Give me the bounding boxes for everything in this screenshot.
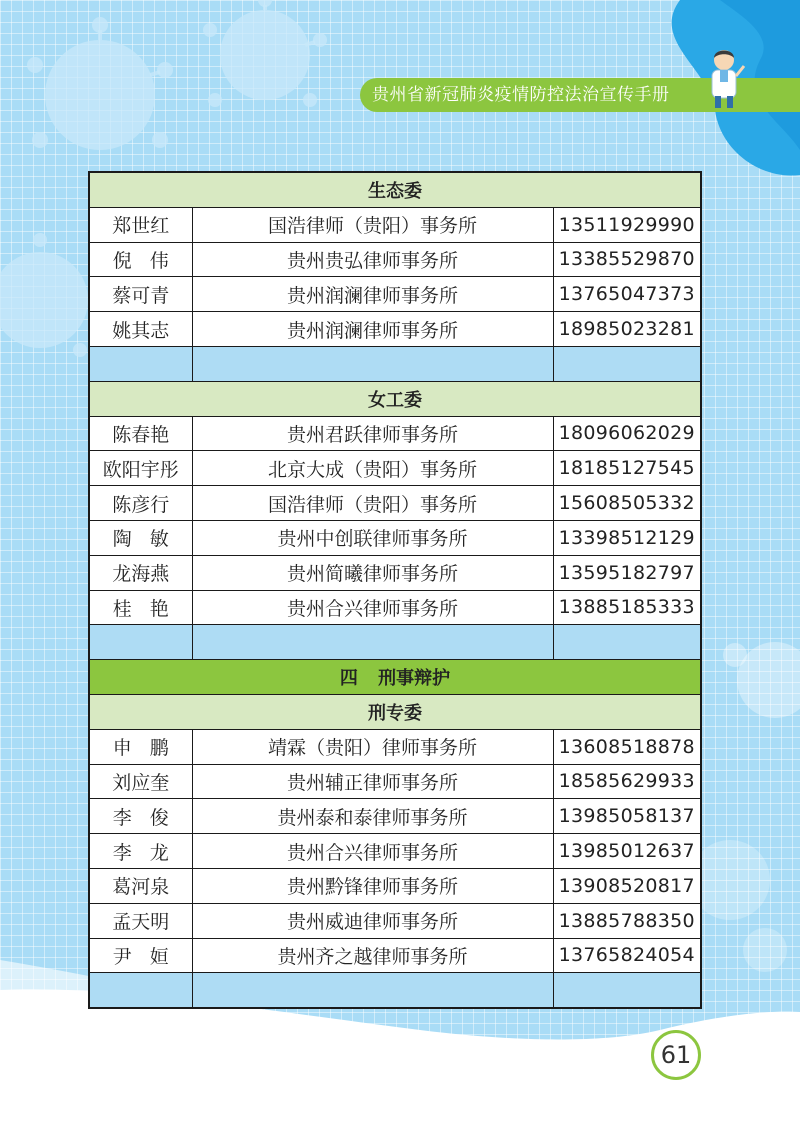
table-row [89, 416, 701, 451]
virus-icon [45, 40, 155, 150]
section-title: 四 刑事辩护 [89, 660, 701, 695]
blank-cell [89, 346, 192, 381]
phone-number: 13511929990 [553, 207, 701, 242]
blank-cell [192, 346, 553, 381]
doctor-mascot-icon [700, 46, 748, 108]
lawyer-name: 陶敏 [89, 520, 192, 555]
blank-cell [192, 973, 553, 1008]
phone-number: 13608518878 [553, 729, 701, 764]
phone-number: 13985058137 [553, 799, 701, 834]
blank-row [89, 625, 701, 660]
law-firm: 贵州齐之越律师事务所 [192, 938, 553, 973]
law-firm: 贵州贵弘律师事务所 [192, 242, 553, 277]
blank-cell [192, 625, 553, 660]
table-row [89, 590, 701, 625]
section-header-row [89, 660, 701, 695]
phone-number: 13985012637 [553, 834, 701, 869]
lawyer-name: 郑世红 [89, 207, 192, 242]
lawyer-name: 葛河泉 [89, 868, 192, 903]
law-firm: 贵州合兴律师事务所 [192, 590, 553, 625]
law-firm: 贵州简曦律师事务所 [192, 555, 553, 590]
lawyer-name: 李龙 [89, 834, 192, 869]
blank-row [89, 346, 701, 381]
phone-number: 13595182797 [553, 555, 701, 590]
committee-title: 生态委 [89, 172, 701, 207]
table-row [89, 312, 701, 347]
law-firm: 靖霖（贵阳）律师事务所 [192, 729, 553, 764]
blank-cell [89, 973, 192, 1008]
lawyer-name: 陈春艳 [89, 416, 192, 451]
table-row [89, 868, 701, 903]
committee-header-row [89, 381, 701, 416]
lawyer-name: 姚其志 [89, 312, 192, 347]
law-firm: 贵州中创联律师事务所 [192, 520, 553, 555]
blank-cell [553, 346, 701, 381]
phone-number: 13765047373 [553, 277, 701, 312]
law-firm: 国浩律师（贵阳）事务所 [192, 486, 553, 521]
table-row [89, 729, 701, 764]
table-row [89, 834, 701, 869]
phone-number: 13385529870 [553, 242, 701, 277]
committee-title: 女工委 [89, 381, 701, 416]
committee-header-row [89, 172, 701, 207]
phone-number: 18096062029 [553, 416, 701, 451]
lawyer-name: 孟天明 [89, 903, 192, 938]
law-firm: 贵州黔锋律师事务所 [192, 868, 553, 903]
lawyer-name: 桂艳 [89, 590, 192, 625]
law-firm: 贵州润澜律师事务所 [192, 277, 553, 312]
table-row [89, 938, 701, 973]
blank-cell [553, 625, 701, 660]
lawyer-roster-table [88, 171, 702, 1009]
law-firm: 贵州合兴律师事务所 [192, 834, 553, 869]
lawyer-name: 蔡可青 [89, 277, 192, 312]
page-number: 61 [651, 1030, 701, 1080]
virus-icon [0, 252, 88, 348]
lawyer-name: 尹姮 [89, 938, 192, 973]
blank-cell [89, 625, 192, 660]
table-row [89, 520, 701, 555]
law-firm: 贵州威迪律师事务所 [192, 903, 553, 938]
lawyer-name: 倪伟 [89, 242, 192, 277]
virus-icon [220, 10, 310, 100]
phone-number: 13908520817 [553, 868, 701, 903]
lawyer-name: 申鹏 [89, 729, 192, 764]
law-firm: 贵州泰和泰律师事务所 [192, 799, 553, 834]
law-firm: 贵州辅正律师事务所 [192, 764, 553, 799]
blank-cell [553, 973, 701, 1008]
table-row [89, 451, 701, 486]
table-row [89, 764, 701, 799]
lawyer-name: 刘应奎 [89, 764, 192, 799]
table-row [89, 207, 701, 242]
phone-number: 13765824054 [553, 938, 701, 973]
law-firm: 北京大成（贵阳）事务所 [192, 451, 553, 486]
lawyer-name: 欧阳宇彤 [89, 451, 192, 486]
committee-header-row [89, 694, 701, 729]
table-row [89, 486, 701, 521]
table-row [89, 799, 701, 834]
lawyer-name: 陈彦行 [89, 486, 192, 521]
blank-row [89, 973, 701, 1008]
phone-number: 18985023281 [553, 312, 701, 347]
law-firm: 贵州君跃律师事务所 [192, 416, 553, 451]
phone-number: 15608505332 [553, 486, 701, 521]
committee-title: 刑专委 [89, 694, 701, 729]
law-firm: 国浩律师（贵阳）事务所 [192, 207, 553, 242]
phone-number: 13885185333 [553, 590, 701, 625]
table-row [89, 277, 701, 312]
phone-number: 13398512129 [553, 520, 701, 555]
table-row [89, 555, 701, 590]
law-firm: 贵州润澜律师事务所 [192, 312, 553, 347]
table-row [89, 242, 701, 277]
lawyer-name: 李俊 [89, 799, 192, 834]
phone-number: 18185127545 [553, 451, 701, 486]
header-title: 贵州省新冠肺炎疫情防控法治宣传手册 [372, 85, 670, 105]
phone-number: 13885788350 [553, 903, 701, 938]
lawyer-name: 龙海燕 [89, 555, 192, 590]
table-row [89, 903, 701, 938]
phone-number: 18585629933 [553, 764, 701, 799]
